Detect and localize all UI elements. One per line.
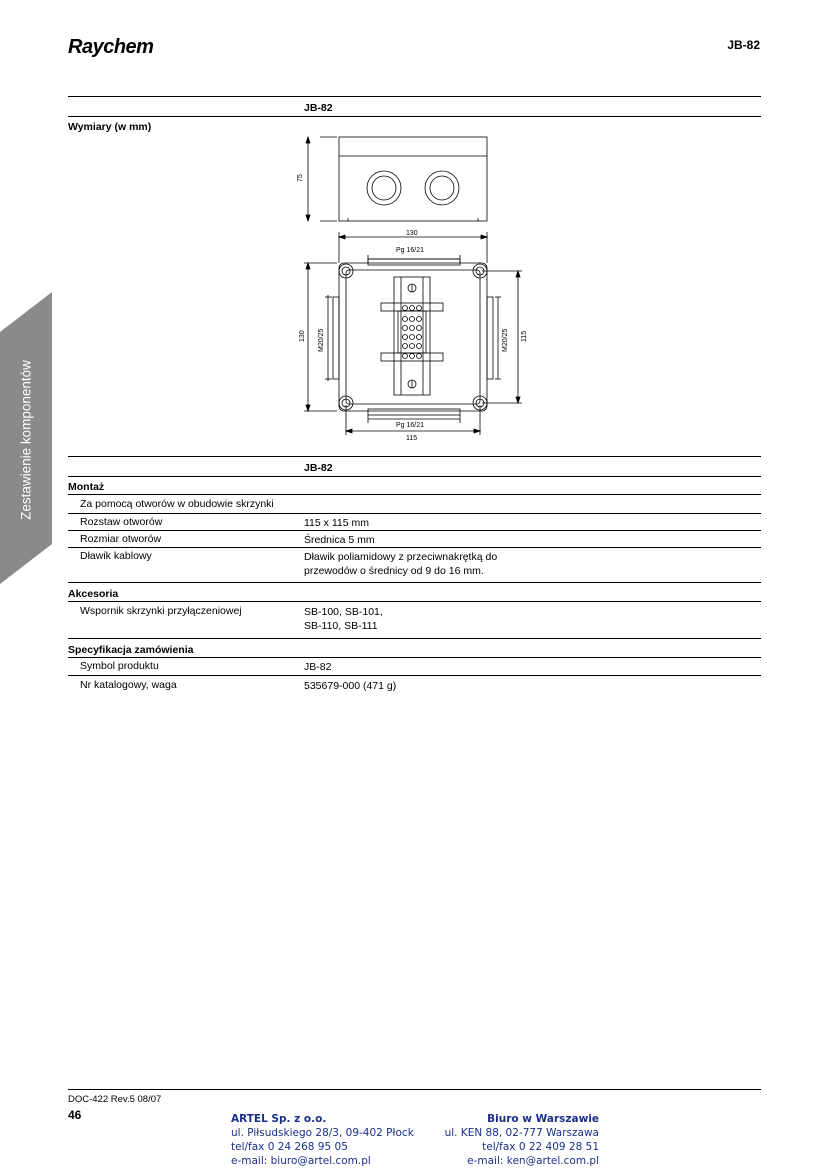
footer-phone-left: tel/fax 0 24 268 95 05 bbox=[231, 1141, 348, 1153]
dimensions-column-head: JB-82 bbox=[304, 102, 333, 114]
svg-text:Pg 16/21: Pg 16/21 bbox=[396, 422, 425, 429]
side-tab-label: Zestawienie komponentów bbox=[18, 360, 34, 520]
divider bbox=[68, 547, 761, 548]
row-value: Dławik poliamidowy z przeciwnakrętką do bbox=[304, 551, 498, 563]
svg-text:M20/25: M20/25 bbox=[318, 328, 325, 352]
left-dimensions bbox=[299, 263, 337, 411]
right-dimensions bbox=[482, 271, 528, 403]
row-value: 535679-000 (471 g) bbox=[304, 680, 397, 692]
footer-company-right: Biuro w Warszawie bbox=[487, 1113, 599, 1125]
specs-column-head: JB-82 bbox=[304, 462, 333, 474]
footer-company-left: ARTEL Sp. z o.o. bbox=[231, 1113, 327, 1125]
row-value: SB-100, SB-101, bbox=[304, 606, 383, 618]
footer-phone-right: tel/fax 0 22 409 28 51 bbox=[482, 1141, 599, 1153]
row-label: Symbol produktu bbox=[80, 660, 159, 672]
svg-text:Pg 16/21: Pg 16/21 bbox=[396, 247, 425, 254]
svg-text:115: 115 bbox=[521, 330, 528, 342]
svg-text:130: 130 bbox=[406, 230, 418, 237]
dimensions-title: Wymiary (w mm) bbox=[68, 121, 152, 133]
footer-contact-right bbox=[445, 1112, 599, 1168]
footer-doc-rev: DOC-422 Rev.5 08/07 bbox=[68, 1094, 162, 1105]
section-title-montaz: Montaż bbox=[68, 481, 105, 493]
divider bbox=[68, 657, 761, 658]
specs-top-rule bbox=[68, 456, 761, 457]
junction-box-drawing bbox=[290, 130, 540, 445]
row-value: Średnica 5 mm bbox=[304, 534, 375, 546]
row-value: przewodów o średnicy od 9 do 16 mm. bbox=[304, 565, 484, 577]
row-label: Rozstaw otworów bbox=[80, 516, 163, 528]
divider bbox=[68, 675, 761, 676]
svg-text:115: 115 bbox=[406, 435, 418, 442]
dimensions-header-rule bbox=[68, 116, 761, 117]
row-value: JB-82 bbox=[304, 661, 332, 673]
row-label: Dławik kablowy bbox=[80, 550, 152, 562]
dimensions-top-rule bbox=[68, 96, 761, 97]
footer-rule bbox=[68, 1089, 761, 1090]
document-code: JB-82 bbox=[727, 38, 760, 52]
page-number: 46 bbox=[68, 1108, 82, 1122]
side-view-height-label: 75 bbox=[297, 174, 304, 182]
footer-email-right[interactable]: e-mail: ken@artel.com.pl bbox=[467, 1155, 599, 1167]
row-label: Rozmiar otworów bbox=[80, 533, 162, 545]
footer-contact-left bbox=[231, 1112, 414, 1168]
section-rule bbox=[68, 582, 761, 583]
side-view bbox=[297, 137, 487, 221]
row-label: Za pomocą otworów w obudowie skrzynki bbox=[80, 498, 274, 510]
row-label: Wspornik skrzynki przyłączeniowej bbox=[80, 605, 242, 617]
footer-address-right: ul. KEN 88, 02-777 Warszawa bbox=[444, 1127, 599, 1139]
front-view bbox=[333, 259, 493, 415]
footer-email-left[interactable]: e-mail: biuro@artel.com.pl bbox=[231, 1155, 371, 1167]
divider bbox=[68, 530, 761, 531]
divider bbox=[68, 513, 761, 514]
specs-header-rule bbox=[68, 476, 761, 477]
section-title-akcesoria: Akcesoria bbox=[68, 588, 119, 600]
row-value: 115 x 115 mm bbox=[304, 517, 369, 529]
section-rule bbox=[68, 638, 761, 639]
raychem-logo: Raychem bbox=[68, 36, 154, 58]
row-label: Nr katalogowy, waga bbox=[80, 679, 177, 691]
divider bbox=[68, 494, 761, 495]
footer-address-left: ul. Piłsudskiego 28/3, 09-402 Płock bbox=[231, 1127, 414, 1139]
svg-text:130: 130 bbox=[299, 330, 306, 342]
top-width-dimension bbox=[339, 230, 487, 263]
row-value: SB-110, SB-111 bbox=[304, 620, 378, 632]
svg-text:M20/25: M20/25 bbox=[502, 328, 509, 352]
section-title-specyfikacja: Specyfikacja zamówienia bbox=[68, 644, 194, 656]
divider bbox=[68, 601, 761, 602]
